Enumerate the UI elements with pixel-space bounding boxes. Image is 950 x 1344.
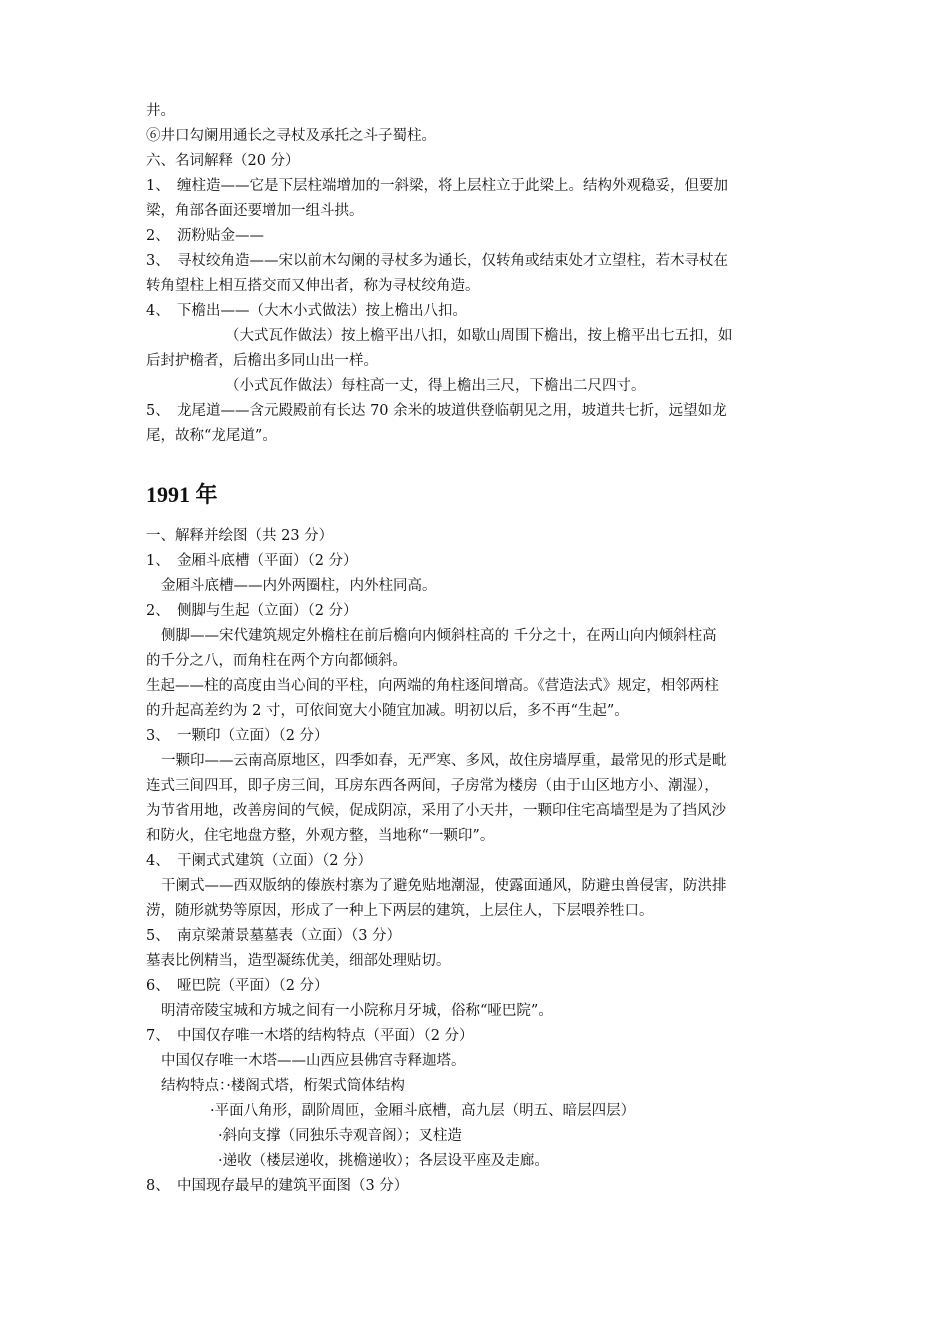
text-line: 明清帝陵宝城和方城之间有一小院称月牙城，俗称“哑巴院”。 bbox=[161, 1003, 553, 1019]
text-line: 墓表比例精当，造型凝练优美，细部处理贴切。 bbox=[146, 953, 451, 969]
text-line: 6、 哑巴院（平面）（2 分） bbox=[146, 978, 329, 994]
text-line: 连式三间四耳，即子房三间，耳房东西各两间，子房常为楼房（由于山区地方小、潮湿）， bbox=[146, 778, 719, 794]
text-line: 2、 侧脚与生起（立面）（2 分） bbox=[146, 603, 358, 619]
section-heading: 一、解释并绘图（共 23 分） bbox=[146, 528, 334, 544]
text-line: 金厢斗底槽——内外两圈柱，内外柱同高。 bbox=[161, 578, 437, 594]
text-line: 生起——柱的高度由当心间的平柱，向两端的角柱逐间增高。《营造法式》规定，相邻两柱 bbox=[146, 678, 719, 694]
text-line: 中国仅存唯一木塔——山西应县佛宫寺释迦塔。 bbox=[161, 1053, 466, 1069]
text-line: 4、 干阑式式建筑（立面）（2 分） bbox=[146, 853, 373, 869]
text-line: 5、 龙尾道——含元殿殿前有长达 70 余米的坡道供登临朝见之用，坡道共七折，远望如龙 bbox=[146, 403, 727, 419]
text-line: 8、 中国现存最早的建筑平面图（3 分） bbox=[146, 1178, 409, 1194]
text-line: ·斜向支撑（同独乐寺观音阁）；叉柱造 bbox=[218, 1128, 462, 1144]
text-line: 的千分之八，而角柱在两个方向都倾斜。 bbox=[146, 653, 407, 669]
text-line: 干阑式——西双版纳的傣族村寨为了避免贴地潮湿，使露面通风，防避虫兽侵害，防洪排 bbox=[161, 878, 727, 894]
text-line: （大式瓦作做法）按上檐平出八扣，如歇山周围下檐出，按上檐平出七五扣，如 bbox=[225, 328, 733, 344]
text-line: 4、 下檐出——（大木小式做法）按上檐出八扣。 bbox=[146, 303, 467, 319]
text-line: 1、 金厢斗底槽（平面）（2 分） bbox=[146, 553, 358, 569]
text-line: ⑥井口勾阑用通长之寻杖及承托之斗子蜀柱。 bbox=[146, 128, 436, 144]
text-line: 1、 缠柱造——它是下层柱端增加的一斜梁，将上层柱立于此梁上。结构外观稳妥，但要加 bbox=[146, 178, 728, 194]
text-line: 7、 中国仅存唯一木塔的结构特点（平面）（2 分） bbox=[146, 1028, 474, 1044]
text-line: 5、 南京梁萧景墓墓表（立面）（3 分） bbox=[146, 928, 402, 944]
text-line: 尾，故称“龙尾道”。 bbox=[146, 428, 277, 444]
text-line: 井。 bbox=[146, 103, 175, 119]
text-line: 一颗印——云南高原地区，四季如春，无严寒、多风，故住房墙厚重，最常见的形式是毗 bbox=[161, 753, 727, 769]
year-heading: 1991 年 bbox=[146, 482, 218, 507]
section-heading: 六、名词解释（20 分） bbox=[146, 153, 300, 169]
text-line: 为节省用地，改善房间的气候，促成阴凉，采用了小天井，一颗印住宅高墙型是为了挡风沙 bbox=[146, 803, 726, 819]
text-line: 后封护檐者，后檐出多同山出一样。 bbox=[146, 353, 378, 369]
text-line: 侧脚——宋代建筑规定外檐柱在前后檐向内倾斜柱高的 千分之十，在两山向内倾斜柱高 bbox=[161, 628, 717, 644]
text-line: （小式瓦作做法）每柱高一丈，得上檐出三尺，下檐出二尺四寸。 bbox=[225, 378, 646, 394]
text-line: 转角望柱上相互搭交而又伸出者，称为寻杖绞角造。 bbox=[146, 278, 480, 294]
text-line: 梁，角部各面还要增加一组斗拱。 bbox=[146, 203, 364, 219]
text-line: 的升起高差约为 2 寸，可依间宽大小随宜加减。明初以后，多不再“生起”。 bbox=[146, 703, 629, 719]
text-line: ·递收（楼层递收，挑檐递收）；各层设平座及走廊。 bbox=[218, 1153, 549, 1169]
text-line: ·平面八角形，副阶周匝，金厢斗底槽，高九层（明五、暗层四层） bbox=[210, 1103, 636, 1119]
text-line: 3、 一颗印（立面）（2 分） bbox=[146, 728, 329, 744]
text-line: 3、 寻杖绞角造——宋以前木勾阑的寻杖多为通长，仅转角或结束处才立望柱，若木寻杖在 bbox=[146, 253, 728, 269]
text-line: 2、 沥粉贴金—— bbox=[146, 228, 264, 244]
text-line: 结构特点：·楼阁式塔，桁架式筒体结构 bbox=[161, 1078, 405, 1094]
text-line: 和防火，住宅地盘方整，外观方整，当地称“一颗印”。 bbox=[146, 828, 495, 844]
text-line: 涝，随形就势等原因，形成了一种上下两层的建筑，上层住人，下层喂养牲口。 bbox=[146, 903, 654, 919]
